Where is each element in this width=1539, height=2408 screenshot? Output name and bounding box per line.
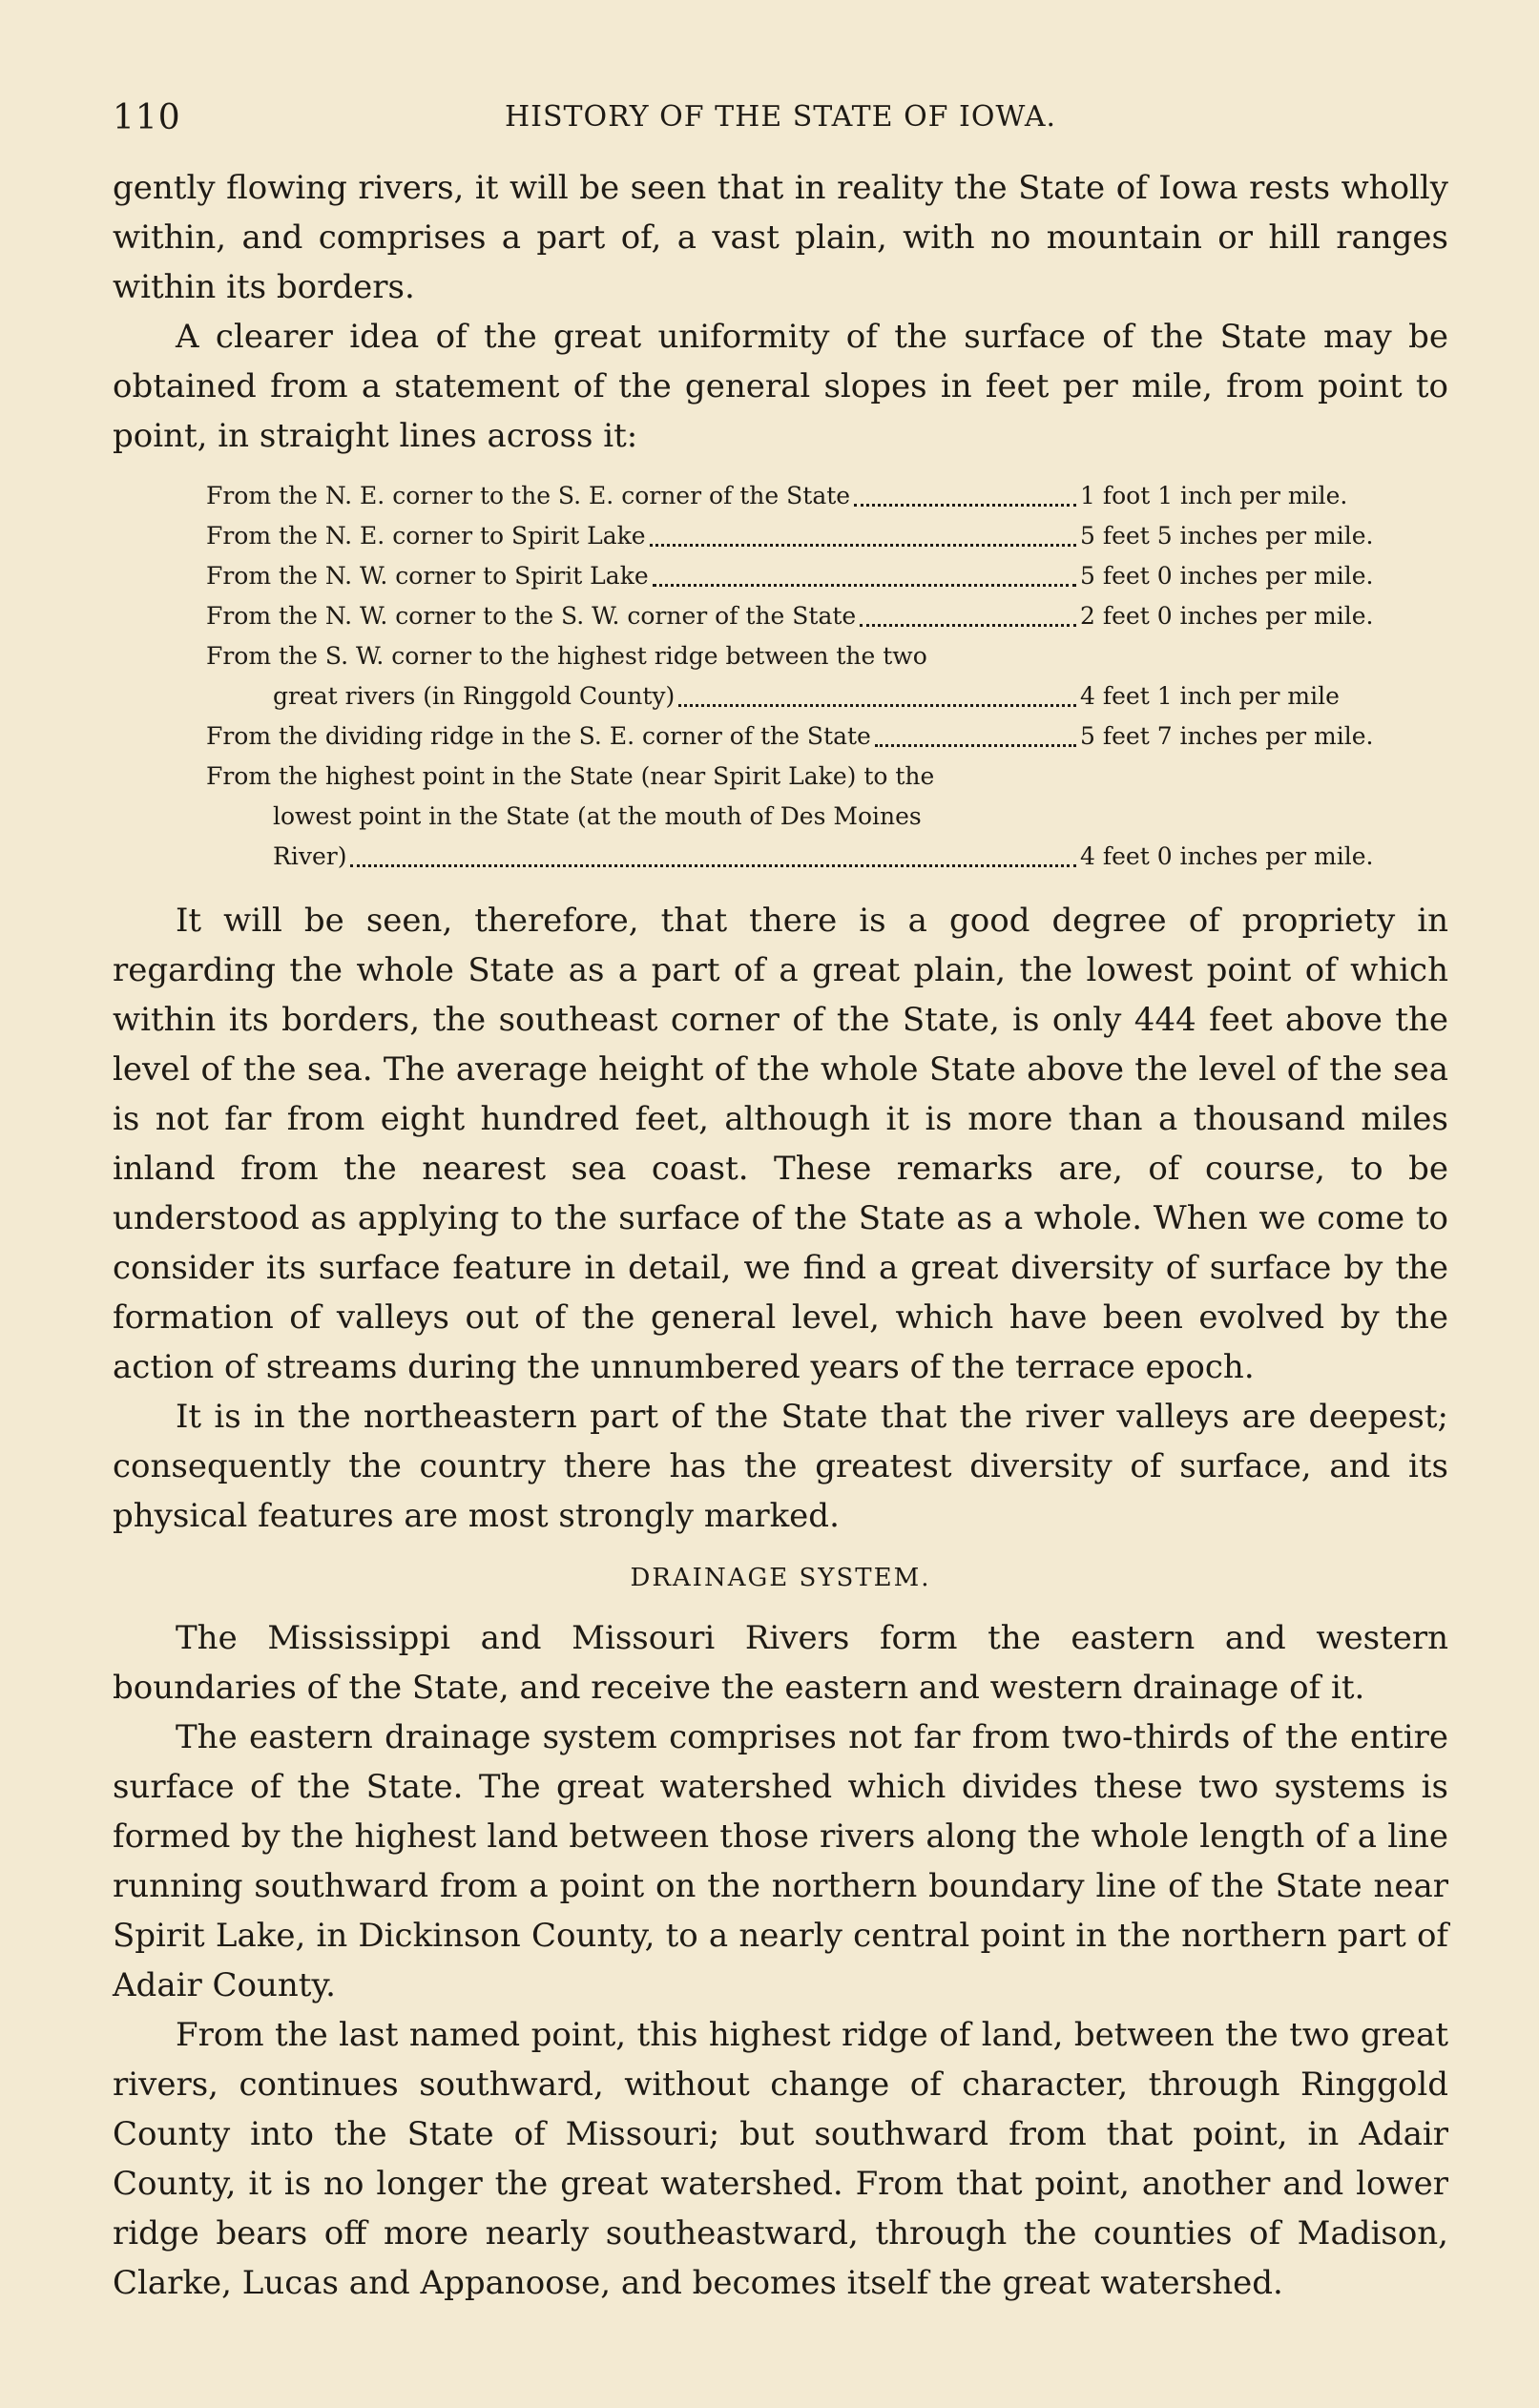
slope-entry	[206, 636, 1387, 716]
slope-entry	[206, 516, 1387, 556]
drainage-paragraph: From the last named point, this highest ridge of land, between the two great rivers, continues southward, without change of character, through Ringgold County into the State of Missouri; but southward from that point, in Adair County, it is no longer the great watershed. From that point, another and lower ridge bears off more nearly southeastward, through the counties of Madison, Clarke, Lucas and Appanoose, and becomes itself the great watershed.	[113, 2016, 1448, 2302]
slope-value: 5 feet 0 inches per mile.	[1080, 562, 1374, 590]
running-title: HISTORY OF THE STATE OF IOWA.	[504, 100, 1057, 134]
drainage-paragraph: The eastern drainage system comprises not far from two-thirds of the entire surface of the State. The great watershed which divides these two systems is formed by the highest land between those rivers along the whole length of a line running southward from a point on the northern boundary line of the State near Spirit Lake, in Dickinson County, to a nearly central point in the northern part of Adair County.	[113, 1718, 1448, 2004]
leader-dots	[650, 544, 1076, 547]
slopes-table	[206, 476, 1387, 877]
slope-entry	[206, 476, 1387, 516]
body-paragraph: It is in the northeastern part of the State that the river valleys are deepest; consequently the country there has the greatest diversity of surface, and its physical features are most strongly marked.	[113, 1398, 1448, 1535]
book-page	[113, 91, 1448, 2308]
page-number: 110	[113, 98, 181, 137]
slope-entry-continued	[206, 837, 1387, 877]
slope-from-to: From the N. W. corner to Spirit Lake	[206, 562, 649, 590]
slope-from-to: From the dividing ridge in the S. E. corner of the State	[206, 722, 871, 750]
leader-dots	[854, 504, 1076, 507]
leader-dots	[678, 704, 1076, 707]
slope-value: 4 feet 0 inches per mile.	[1080, 842, 1374, 870]
slope-from-to: From the S. W. corner to the highest ridge between the two	[206, 642, 927, 670]
slope-value: 4 feet 1 inch per mile	[1080, 682, 1340, 710]
slope-value: 5 feet 7 inches per mile.	[1080, 722, 1374, 750]
slope-from-to-continued: lowest point in the State (at the mouth of Des Moines	[273, 802, 922, 830]
intro-paragraph-slopes: A clearer idea of the great uniformity of the surface of the State may be obtained from a statement of the general slopes in feet per mile, from point to point, in straight lines across it:	[113, 318, 1448, 455]
leader-dots	[350, 864, 1076, 867]
slope-value: 5 feet 5 inches per mile.	[1080, 522, 1374, 550]
slope-from-to: From the highest point in the State (near Spirit Lake) to the	[206, 762, 935, 790]
slope-entry	[206, 757, 1387, 877]
body-paragraph: It will be seen, therefore, that there is a good degree of propriety in regarding the whole State as a part of a great plain, the lowest point of which within its borders, the southeast corner of the State, is only 444 feet above the level of the sea. The average height of the whole State above the level of the sea is not far from eight hundred feet, although it is more than a thousand miles inland from the nearest sea coast. These remarks are, of course, to be understood as applying to the surface of the State as a whole. When we come to consider its surface feature in detail, we find a great diversity of surface by the formation of valleys out of the general level, which have been evolved by the action of streams during the unnumbered years of the terrace epoch.	[113, 902, 1448, 1386]
slope-value: 1 foot 1 inch per mile.	[1080, 482, 1348, 509]
leader-dots	[860, 624, 1076, 627]
slope-entry	[206, 556, 1387, 596]
leader-dots	[653, 584, 1076, 587]
slope-entry	[206, 716, 1387, 757]
slope-from-to: From the N. E. corner to Spirit Lake	[206, 522, 646, 550]
slope-entry	[206, 596, 1387, 636]
slope-from-to: From the N. E. corner to the S. E. corner of the State	[206, 482, 851, 509]
slope-from-to: From the N. W. corner to the S. W. corner of the State	[206, 602, 857, 630]
page-header	[113, 91, 1448, 148]
slope-from-to-continued: River)	[273, 842, 347, 870]
leader-dots	[875, 744, 1076, 747]
intro-paragraph-continued: gently flowing rivers, it will be seen that in reality the State of Iowa rests wholly within, and comprises a part of, a vast plain, with no mountain or hill ranges within its borders.	[113, 169, 1448, 306]
drainage-paragraph: The Mississippi and Missouri Rivers form the eastern and western boundaries of the State, and receive the eastern and western drainage of it.	[113, 1619, 1448, 1707]
section-heading: DRAINAGE SYSTEM.	[630, 1564, 931, 1592]
slope-value: 2 feet 0 inches per mile.	[1080, 602, 1374, 630]
slope-from-to-continued: great rivers (in Ringgold County)	[273, 682, 676, 710]
slope-entry-continued	[206, 676, 1387, 716]
